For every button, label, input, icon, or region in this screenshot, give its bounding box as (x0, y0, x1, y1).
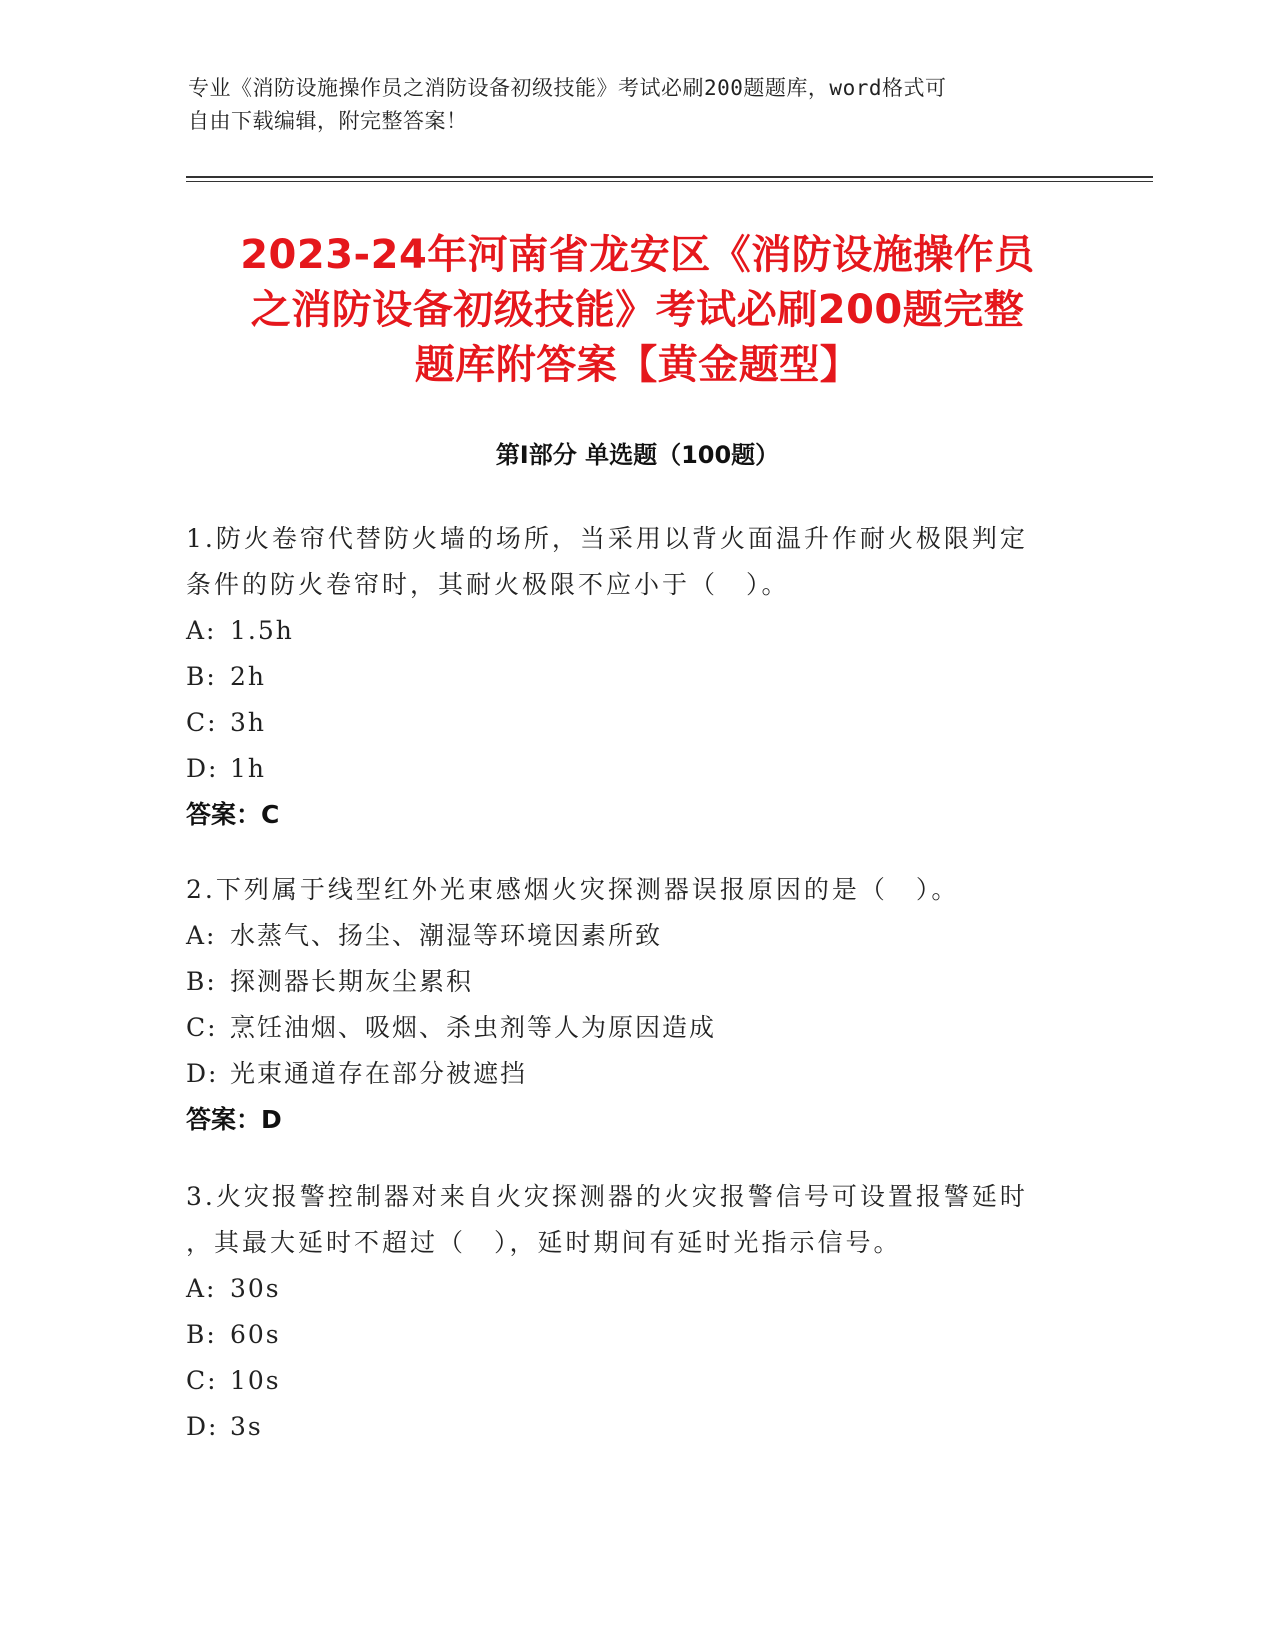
question-text-line-1: 2.下列属于线型红外光束感烟火灾探测器误报原因的是（ ）。 (186, 875, 960, 904)
option-label: A: (186, 616, 217, 645)
option-c (186, 1005, 1086, 1051)
question-text-line-1: 1.防火卷帘代替防火墙的场所，当采用以背火面温升作耐火极限判定 (186, 524, 1028, 553)
option-label: B: (186, 1320, 217, 1349)
option-b (186, 654, 1086, 700)
option-text: 1h (230, 754, 267, 783)
option-label: D: (186, 1059, 219, 1088)
question-text-line-2: ，其最大延时不超过（ ），延时期间有延时光指示信号。 (186, 1228, 902, 1257)
header-note-line-1: 专业《消防设施操作员之消防设备初级技能》考试必刷200题题库，word格式可 (188, 76, 947, 100)
option-d (186, 1404, 1086, 1450)
option-text: 60s (230, 1320, 281, 1349)
document-title (150, 228, 1125, 393)
header-note (188, 72, 1088, 138)
option-text: 1.5h (230, 616, 294, 645)
answer: 答案：D (186, 1105, 282, 1134)
option-d (186, 1051, 1086, 1097)
document-title-line-2: 之消防设备初级技能》考试必刷200题完整 (250, 287, 1025, 333)
option-text: 烹饪油烟、吸烟、杀虫剂等人为原因造成 (230, 1013, 717, 1042)
option-text: 探测器长期灰尘累积 (230, 967, 474, 996)
option-a (186, 1266, 1086, 1312)
section-title: 第I部分 单选题（100题） (495, 441, 780, 469)
option-c (186, 700, 1086, 746)
option-label: C: (186, 1013, 218, 1042)
option-c (186, 1358, 1086, 1404)
option-d (186, 746, 1086, 792)
question-3 (186, 1174, 1086, 1450)
answer: 答案：C (186, 800, 280, 829)
question-text-line-1: 3.火灾报警控制器对来自火灾探测器的火灾报警信号可设置报警延时 (186, 1182, 1028, 1211)
option-text: 光束通道存在部分被遮挡 (230, 1059, 528, 1088)
option-text: 30s (230, 1274, 281, 1303)
option-b (186, 1312, 1086, 1358)
option-text: 3h (230, 708, 267, 737)
option-text: 2h (230, 662, 267, 691)
option-a (186, 913, 1086, 959)
option-label: B: (186, 967, 217, 996)
header-divider-thick (186, 176, 1153, 178)
option-b (186, 959, 1086, 1005)
document-title-line-1: 2023-24年河南省龙安区《消防设施操作员 (240, 232, 1035, 278)
document-title-line-3: 题库附答案【黄金题型】 (414, 342, 861, 388)
option-label: A: (186, 1274, 217, 1303)
option-a (186, 608, 1086, 654)
option-text: 水蒸气、扬尘、潮湿等环境因素所致 (230, 921, 663, 950)
option-label: D: (186, 1412, 219, 1441)
option-text: 10s (230, 1366, 281, 1395)
option-label: C: (186, 1366, 218, 1395)
option-label: B: (186, 662, 217, 691)
question-1 (186, 516, 1086, 838)
option-label: D: (186, 754, 219, 783)
option-label: A: (186, 921, 217, 950)
header-divider-thin (186, 181, 1153, 182)
header-note-line-2: 自由下载编辑，附完整答案！ (188, 109, 468, 133)
question-text-line-2: 条件的防火卷帘时，其耐火极限不应小于（ ）。 (186, 570, 790, 599)
option-text: 3s (230, 1412, 263, 1441)
option-label: C: (186, 708, 218, 737)
question-2 (186, 867, 1086, 1143)
